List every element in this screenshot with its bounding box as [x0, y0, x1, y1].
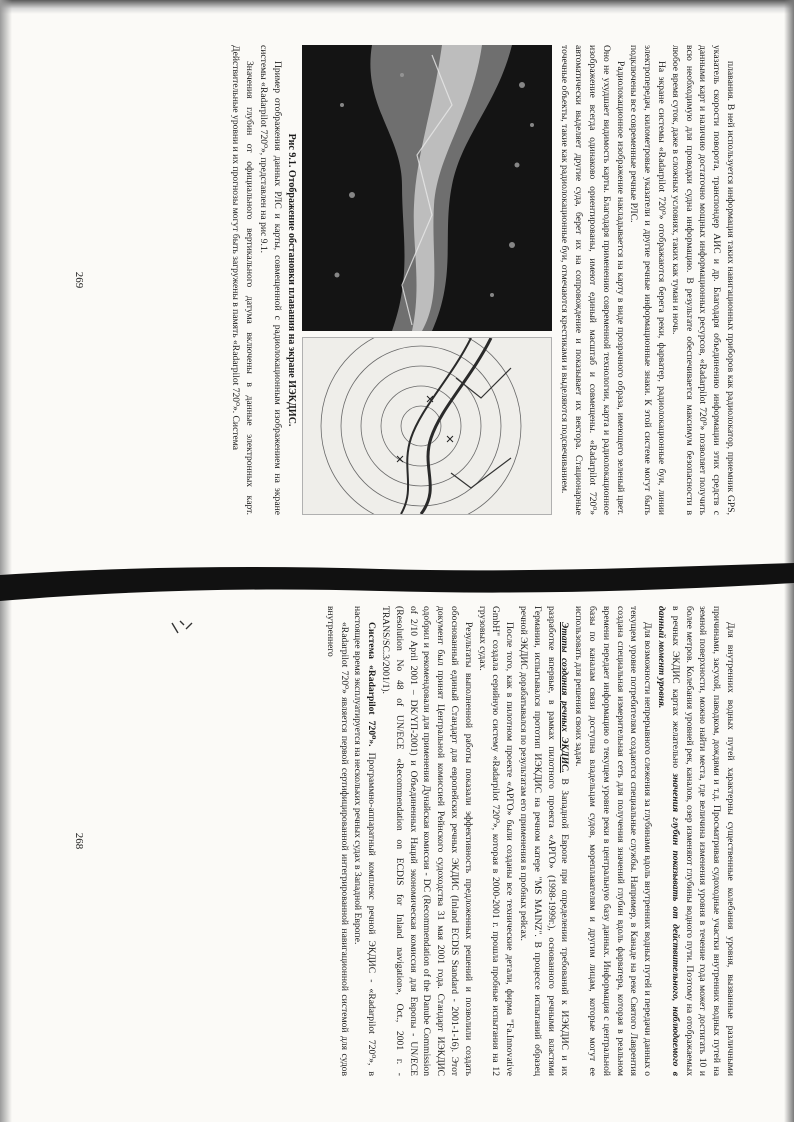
- page-269-paragraph-2: На экране системы «Radarpilot 720⁰» отображаются берега реки, фарватер, радиолокационные буи, линии электропередач, километровые указатели и другие речные информационные знаки. К этой системе могут быть подключены все современные речные РЛС.: [628, 45, 668, 515]
- page-269-paragraph-3: Радиолокационное изображение накладывается на карту в виде прозрачного образа, имеющего зеленый цвет. Оно не ухудшает видимость карты. Благодаря применению современной технологии, карта и радиолокационное изображение всегда одинаково ориентированы, имеют единый масштаб и совмещены. «Radarpilot 720⁰» автоматически выделяет другие суда, берет их на сопровождение и показывает их вектора. Стационарные точечные объекты, такие как радиолокационные буи, отмечаются крестиками и выделяются подсвечиванием.: [559, 45, 626, 515]
- page-268-paragraph-3: [516, 606, 571, 1076]
- figure-9-1: [302, 45, 552, 515]
- page-268-number: 268: [73, 832, 85, 850]
- radar-photo-image: [302, 45, 552, 331]
- page-268-emphasis: значения глубин показывать от действительного, наблюдаемого в данный момент уровня.: [656, 606, 681, 1076]
- page-268-paragraph-6: [351, 606, 379, 1076]
- page-268-paragraph-3-text: В Западной Европе при определении требований к ИЭКДИС и их разработке впервые, в рамках пилотного проекта «АРГО» (1998-1999г.), основанного речными властями Германии, испытывался прототип ИЭКДИС на речном катере "MS MAINZ". В процессе испытаний образец речной ЭКДИС дорабатывался по результатам его применения в пробных рейсах.: [518, 606, 571, 1077]
- electronic-chart-image: [302, 337, 552, 515]
- page-268-paragraph-7: «Radarpilot 720⁰» является первой сертифицированной интегрированной навигационной системой для судов внутреннего: [324, 606, 350, 1076]
- page-268-paragraph-1-text: Для внутренних водных путей характерны существенные колебания уровня, вызванные различными причинами, засухой, паводком, дождями и т.д. Просматривая судоходные участки внутренних водных путей на земной поверхности, можно найти места, где величина изменения уровня в течение года может достигать 10 и более метров. Колебания уровней рек, каналов, озер изменяют глубины водного пути. Поэтому на отображаемых в речных ЭКДИС картах желательно: [669, 606, 736, 1076]
- page-269-paragraph-4: Пример отображения данных РЛС и карты, совмещенной с радиолокационным изображением на экране системы «Radarpilot 720⁰», представлен на рис 9.1.: [258, 45, 283, 515]
- figure-caption: Рис 9.1. Отображение обстановки плавания на экране ИЭКДИС.: [285, 133, 297, 427]
- page-268-paragraph-1: [654, 606, 737, 1076]
- section-heading-radarpilot: Система «Radarpilot 720⁰».: [366, 622, 378, 747]
- page-269: [57, 45, 737, 515]
- page-268: [57, 606, 737, 1076]
- section-heading-stages: Этапы создания речных ЭКДИС.: [559, 622, 571, 773]
- page-268-paragraph-2: Для возможности непрерывного слежения за глубинами вдоль внутренних водных путей и передачи данных о текущем уровне потребителям создаются специальные службы. Например, в Канаде на реке Святого Лаврентия создана специальная измерительная сеть для получения значений глубин вдоль фарватера, которая в реальном времени передает информацию о текущем уровне реки в центральную базу данных. Информация с центральной базы по каналам связи доступна владельцам судов, мореплавателям и другим лицам, которые могут ее использовать для решения своих задач.: [573, 606, 654, 1076]
- page-269-text-column: [229, 45, 737, 515]
- page-269-number: 269: [73, 271, 85, 289]
- page-268-paragraph-6-text: Программно-аппаратный комплекс речной ЭКДИС - «Radarpilot 720⁰», в настоящее время эксплуатируется на нескольких речных судах в Западной Европе.: [352, 606, 378, 1077]
- page-269-paragraph-5: Значения глубин от официального вертикального датума включены в данные электронных карт. Действительные уровни и их прогнозы могут быть загружены в память «Radarpilot 720⁰». Система: [230, 45, 256, 515]
- page-269-paragraph-1: плавания. В ней используется информация таких навигационных приборов как радиолокатор, приемник GPS, указатель скорости поворота, транспондер АИС и др. Благодаря объединению информации этих средств с данными карт и наличию достаточно мощных информационных ресурсов, «Radarpilot 720⁰» позволяет получить всю необходимую для проводки судна информацию. В результате обеспечивается максимум безопасности в любое время суток, даже в сложных условиях, таких как туман и ночь.: [669, 45, 736, 515]
- page-268-text-column: [323, 606, 737, 1076]
- page-268-region: [0, 561, 794, 1122]
- page-268-paragraph-5: Результаты выполненной работы показали эффективность предложенных решений и позволили создать обоснованный единый Стандарт для европейских речных ЭКДИС (Inland ECDIS Standard - 2001-1-16). Этот документ был принят Центральной комиссией Рейнского судоходства 31 мая 2001 года. Стандарт ИЭКДИС одобрил и рекомендовали для применения Дунайская комиссия - DC (Recommendation of the Danube Commission of 2/10 April 2001 – DK/ҮП-2001) и Объединенных Наций экономическая комиссия для Европы - UN/ECE (Resolution No 48 of UN/ECE «Recommendation on ECDIS for Inland navigation», Oct., 2001 г. - TRANS/SC.3/2001/1).: [380, 606, 474, 1076]
- page-268-paragraph-4: После того, как в пилотном проекте «АРГО» были созданы все технические детали, фирма "Fa.Innovative GmbH" создала серийную систему «Radarpilot 720⁰», которая в 2000-2001 г. прошла пробные испытания на 12 грузовых судах.: [476, 606, 516, 1076]
